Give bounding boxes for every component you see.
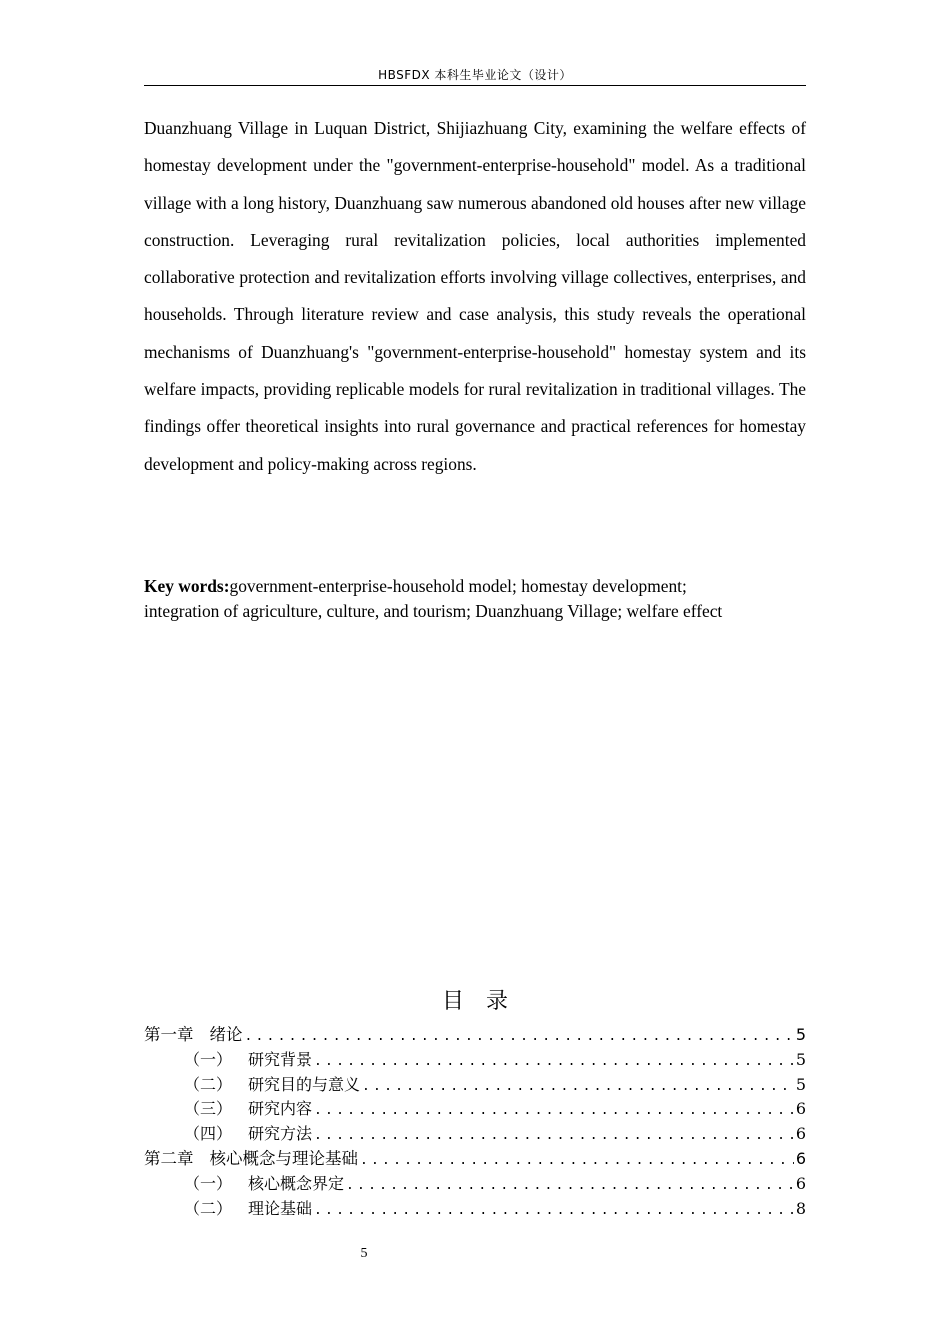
toc-dot-leader (346, 1174, 794, 1197)
toc-entry-title: 绪论 (209, 1025, 243, 1044)
keywords-block (144, 574, 806, 624)
keywords-label: Key words: (144, 576, 230, 596)
toc-entry-section-2-1[interactable] (144, 1172, 806, 1197)
toc-entry-chapter-1[interactable] (144, 1023, 806, 1048)
toc-entry-title: 理论基础 (248, 1198, 313, 1218)
toc-entry-page: 5 (795, 1074, 806, 1094)
page-number: 5 (360, 1246, 368, 1261)
table-of-contents (144, 1023, 806, 1221)
toc-entry-chapter-2[interactable] (144, 1147, 806, 1172)
toc-entry-title: 研究目的与意义 (248, 1074, 361, 1094)
toc-entry-number: （一） (184, 1173, 233, 1193)
toc-dot-leader (314, 1050, 794, 1073)
toc-entry-section-2-2[interactable] (144, 1197, 806, 1222)
keywords-line-1: government-enterprise-household model; homestay development; (229, 576, 687, 596)
toc-entry-title: 核心概念与理论基础 (209, 1148, 358, 1168)
toc-entry-page: 6 (795, 1173, 806, 1193)
toc-entry-page: 8 (795, 1198, 806, 1218)
toc-entry-page: 6 (795, 1124, 806, 1144)
toc-entry-page: 5 (795, 1049, 806, 1069)
abstract-paragraph: Duanzhuang Village in Luquan District, Shijiazhuang City, examining the welfare effects of homestay development under the "government-enterprise-household" model. As a traditional village with a long history, Duanzhuang saw numerous abandoned old houses after new village construction. Leveraging rural revitalization policies, local authorities implemented collaborative protection and revitalization efforts involving village collectives, enterprises, and households. Through literature review and case analysis, this study reveals the operational mechanisms of Duanzhuang's "government-enterprise-household" homestay system and its welfare impacts, providing replicable models for rural revitalization in traditional villages. The findings offer theoretical insights into rural governance and practical references for homestay development and policy-making across regions. (144, 118, 806, 474)
toc-entry-page: 6 (795, 1099, 806, 1119)
toc-entry-section-1-4[interactable] (144, 1122, 806, 1147)
running-header: HBSFDX 本科生毕业论文（设计） (378, 68, 572, 82)
toc-entry-number: 第一章 (144, 1025, 194, 1044)
toc-dot-leader (362, 1075, 794, 1098)
toc-entry-number: （二） (184, 1198, 233, 1218)
toc-entry-title: 研究方法 (248, 1124, 313, 1144)
toc-entry-page: 6 (795, 1148, 806, 1168)
toc-entry-title: 核心概念界定 (248, 1173, 345, 1193)
toc-entry-number: （四） (184, 1124, 233, 1144)
toc-entry-section-1-1[interactable] (144, 1048, 806, 1073)
toc-dot-leader (360, 1149, 794, 1172)
keywords-line-2: integration of agriculture, culture, and tourism; Duanzhuang Village; welfare effect (144, 601, 723, 621)
toc-entry-title: 研究背景 (248, 1049, 313, 1069)
header-rule (144, 85, 806, 86)
toc-entry-number: （一） (184, 1049, 233, 1069)
toc-entry-title: 研究内容 (248, 1099, 313, 1119)
toc-entry-number: （二） (184, 1074, 233, 1094)
toc-dot-leader (245, 1025, 794, 1048)
toc-entry-section-1-2[interactable] (144, 1073, 806, 1098)
toc-dot-leader (314, 1099, 794, 1122)
toc-entry-number: 第二章 (144, 1148, 194, 1168)
toc-dot-leader (314, 1199, 794, 1222)
toc-entry-section-1-3[interactable] (144, 1097, 806, 1122)
toc-entry-number: （三） (184, 1099, 233, 1119)
toc-title: 目录 (441, 989, 530, 1014)
toc-dot-leader (314, 1124, 794, 1147)
toc-entry-page: 5 (795, 1025, 806, 1044)
